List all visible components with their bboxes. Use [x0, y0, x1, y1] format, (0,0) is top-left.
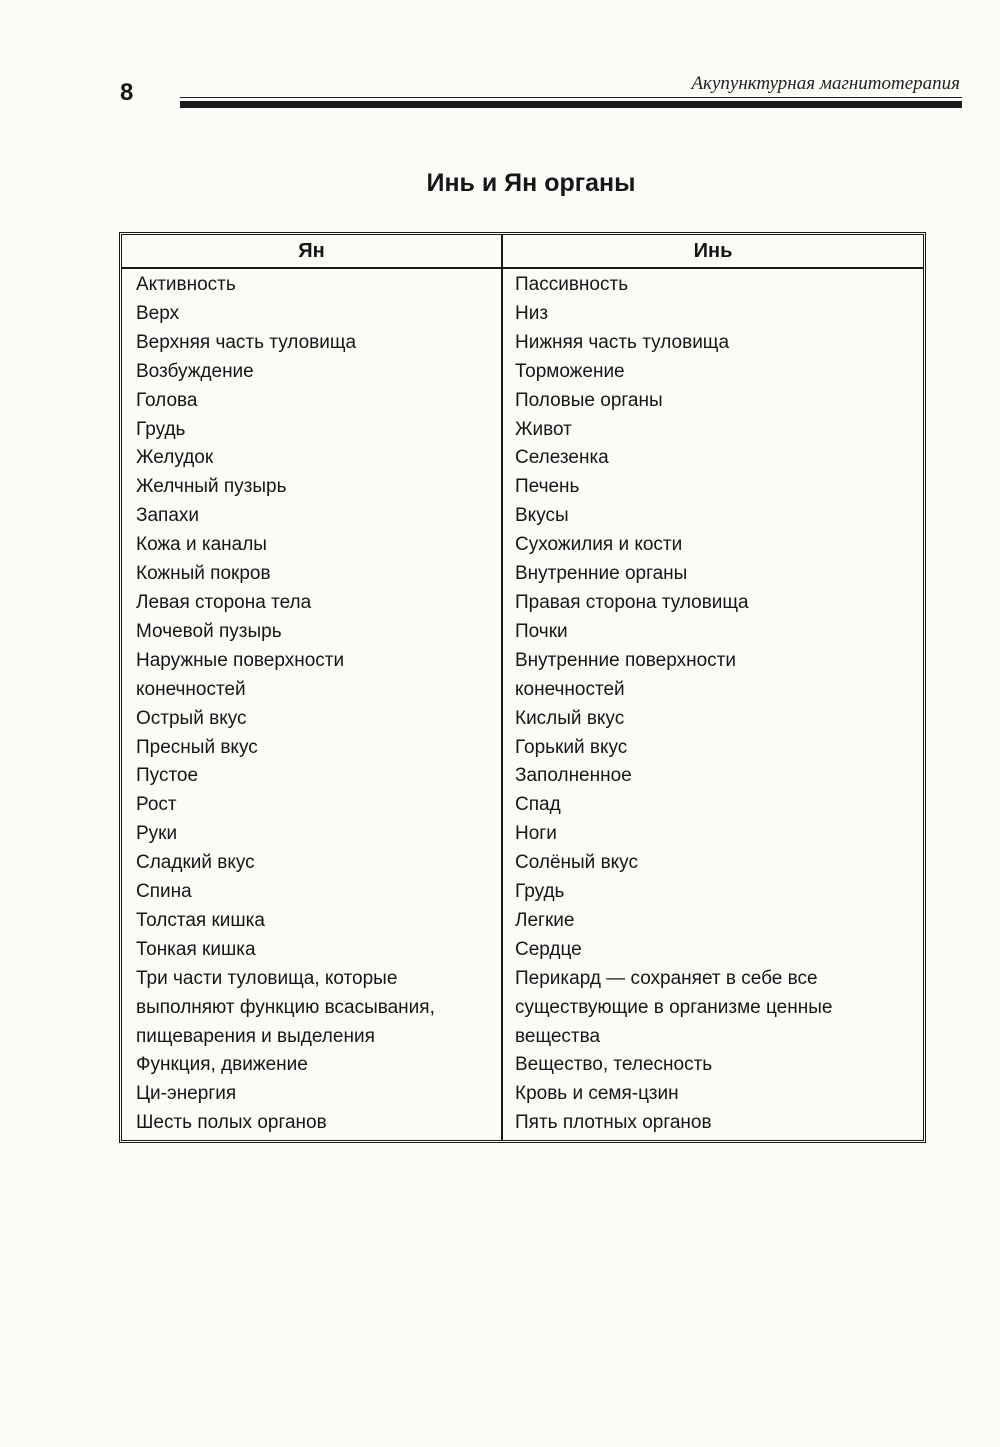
- yin-item: Половые органы: [515, 389, 663, 411]
- yang-item: Верхняя часть туловища: [136, 331, 357, 353]
- yang-item: Острый вкус: [136, 707, 247, 729]
- yin-item: Солёный вкус: [515, 852, 638, 874]
- running-title: Акупунктурная магнитотерапия: [691, 73, 960, 94]
- yang-item: Рост: [136, 794, 177, 816]
- yin-item: конечностей: [515, 678, 625, 700]
- yin-yang-table: [119, 232, 926, 1143]
- yang-item: Кожный покров: [136, 563, 271, 585]
- table-header-row: [122, 235, 923, 269]
- yang-item: пищеварения и выделения: [136, 1025, 375, 1047]
- yang-item: Активность: [136, 274, 236, 295]
- yang-item: Грудь: [136, 418, 186, 440]
- yang-item: Желчный пузырь: [136, 476, 287, 498]
- yang-item: Функция, движение: [136, 1054, 308, 1076]
- yang-item: конечностей: [136, 678, 246, 700]
- yang-item: Ци-энергия: [136, 1083, 237, 1105]
- yang-item: Сладкий вкус: [136, 852, 255, 874]
- yin-item: Почки: [515, 620, 568, 642]
- yang-item: Шесть полых органов: [136, 1112, 327, 1134]
- page-number: 8: [120, 79, 134, 106]
- yin-item: вещества: [515, 1025, 601, 1047]
- yang-item: Толстая кишка: [136, 909, 265, 931]
- yang-item: Три части туловища, которые: [136, 967, 398, 989]
- table-body: [122, 269, 923, 1140]
- yang-item: Голова: [136, 389, 198, 411]
- yin-item: Печень: [515, 476, 580, 498]
- yin-item: Перикард — сохраняет в себе все: [515, 967, 818, 989]
- yin-column: [503, 269, 923, 1140]
- yang-item: Пресный вкус: [136, 736, 258, 758]
- yin-item: Пассивность: [515, 274, 629, 295]
- yang-item: Спина: [136, 881, 192, 903]
- yang-item: Желудок: [136, 447, 214, 469]
- page-heading: Инь и Ян органы: [426, 169, 636, 197]
- header-rule-thick: [180, 101, 962, 108]
- yang-column: [122, 269, 503, 1140]
- yin-item: Спад: [515, 794, 561, 816]
- yang-item: Верх: [136, 302, 180, 324]
- yin-item: Кровь и семя-цзин: [515, 1083, 679, 1105]
- header-rule-thin: [180, 97, 962, 98]
- yang-item: Руки: [136, 823, 178, 845]
- yin-item: Грудь: [515, 881, 565, 903]
- yang-item: Мочевой пузырь: [136, 620, 282, 642]
- yang-item: Левая сторона тела: [136, 591, 312, 613]
- yin-item: Вкусы: [515, 505, 569, 527]
- yang-item: Тонкая кишка: [136, 938, 256, 960]
- column-header-yang: Ян: [122, 235, 503, 267]
- yang-item: Запахи: [136, 505, 200, 527]
- yin-item: Правая сторона туловища: [515, 591, 749, 613]
- yang-item: Пустое: [136, 765, 199, 787]
- yin-item: Пять плотных органов: [515, 1112, 712, 1134]
- yin-item: Легкие: [515, 909, 575, 931]
- yin-item: Горький вкус: [515, 736, 628, 758]
- yin-item: Внутренние поверхности: [515, 649, 736, 671]
- yin-item: существующие в организме ценные: [515, 996, 833, 1018]
- yin-item: Низ: [515, 302, 549, 324]
- yin-item: Вещество, телесность: [515, 1054, 713, 1076]
- yin-item: Ноги: [515, 823, 557, 845]
- yang-item: Возбуждение: [136, 360, 254, 382]
- yin-item: Кислый вкус: [515, 707, 625, 729]
- yin-item: Заполненное: [515, 765, 632, 787]
- yin-item: Живот: [515, 418, 572, 440]
- yang-item: Кожа и каналы: [136, 534, 267, 556]
- yang-item: выполняют функцию всасывания,: [136, 996, 435, 1018]
- yin-item: Внутренние органы: [515, 563, 688, 585]
- column-header-yin: Инь: [693, 240, 733, 262]
- yin-item: Селезенка: [515, 447, 609, 469]
- yin-item: Сердце: [515, 938, 582, 960]
- yin-item: Нижняя часть туловища: [515, 331, 730, 353]
- yang-item: Наружные поверхности: [136, 649, 345, 671]
- yin-item: Торможение: [515, 360, 625, 382]
- yin-item: Сухожилия и кости: [515, 534, 683, 556]
